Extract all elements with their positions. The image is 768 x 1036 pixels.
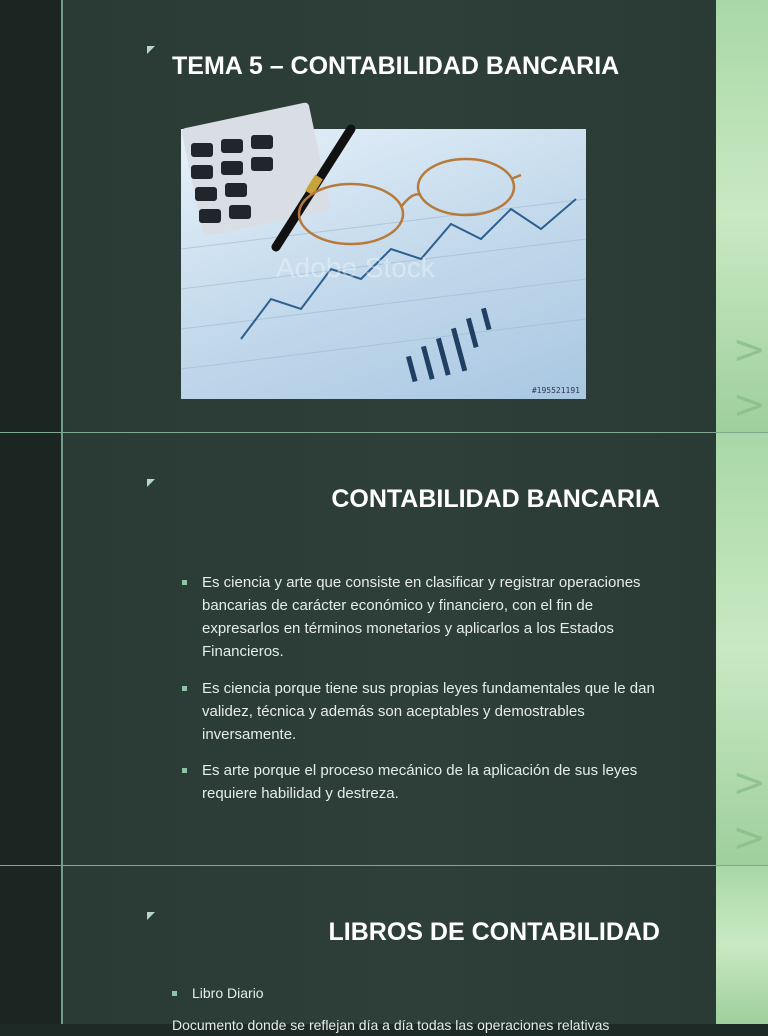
- list-item: [202, 571, 662, 663]
- chevron-right-icon: >: [732, 327, 766, 373]
- square-bullet-icon: [182, 768, 187, 773]
- slide-marker-icon: [147, 46, 155, 54]
- list-item-text: Es ciencia porque tiene sus propias leyes fundamentales que le dan validez, técnica y además son aceptables y demostrables inversamente.: [202, 680, 655, 743]
- slide-1: [0, 0, 768, 432]
- left-rule: [61, 866, 63, 1024]
- stock-id: #195521191: [531, 386, 580, 395]
- list-item-text: Libro Diario: [192, 985, 264, 1001]
- square-bullet-icon: [172, 991, 177, 996]
- slide-3: [0, 866, 768, 1033]
- left-rule: [61, 433, 63, 865]
- square-bullet-icon: [182, 580, 187, 585]
- slide-2: [0, 433, 768, 865]
- list-item-text: Es arte porque el proceso mecánico de la aplicación de sus leyes requiere habilidad y destreza.: [202, 762, 638, 802]
- finance-photo: [181, 129, 586, 399]
- right-accent-strip: [716, 866, 768, 1024]
- slide-marker-icon: [147, 479, 155, 487]
- right-accent-strip: [716, 433, 768, 865]
- finance-photo-illustration: [181, 129, 586, 399]
- slide-marker-icon: [147, 912, 155, 920]
- left-rule: [61, 0, 63, 432]
- chevron-right-icon: >: [732, 760, 766, 806]
- right-accent-strip: [716, 0, 768, 432]
- square-bullet-icon: [182, 686, 187, 691]
- list-item: [192, 982, 652, 1005]
- list-item-text: Es ciencia y arte que consiste en clasificar y registrar operaciones bancarias de carácter económico y financiero, con el fin de expresarlos en términos monetarios y aplicarlos a los Estados Financieros.: [202, 574, 641, 660]
- chevron-right-icon: >: [732, 382, 766, 428]
- paragraph-text: Documento donde se reflejan día a día todas las operaciones relativas: [172, 1017, 610, 1033]
- list-item: [202, 677, 662, 746]
- list-item: [202, 759, 662, 805]
- slide-title: CONTABILIDAD BANCARIA: [331, 485, 660, 513]
- watermark-text: Adobe Stock: [276, 252, 435, 283]
- slide-title: TEMA 5 – CONTABILIDAD BANCARIA: [172, 52, 620, 80]
- slide-title: LIBROS DE CONTABILIDAD: [328, 918, 660, 946]
- chevron-right-icon: >: [732, 815, 766, 861]
